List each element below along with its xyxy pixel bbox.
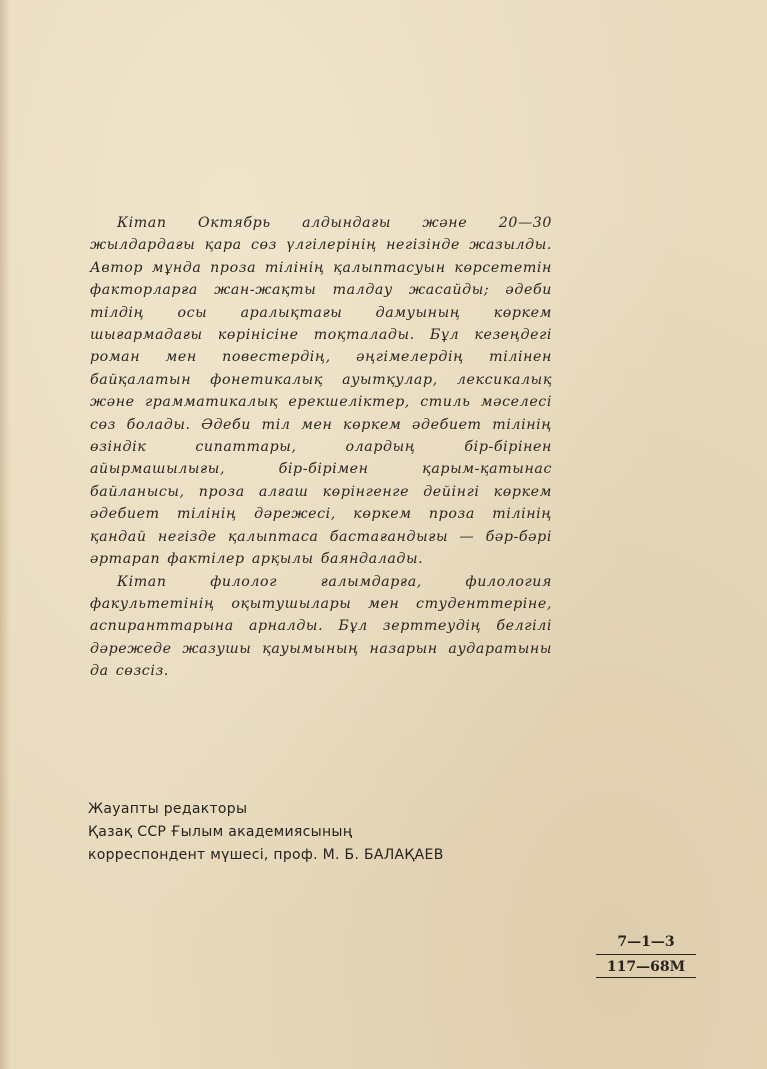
editor-title: Жауапты редакторы xyxy=(88,801,248,817)
paper-edge-shadow xyxy=(0,0,10,1069)
abstract-paragraph-1: Кітап Октябрь алдындағы және 20—30 жылдардағы қара сөз үлгілерінің негізінде жазылды. Автор мұнда проза тілінің қалыптасуын көрсететін факторларға жан-жақты талдау жасайды; әдеби тілдің осы аралықтағы дамуының көркем шығармадағы көрінісіне тоқталады. Бұл кезеңдегі роман мен повестердің, әңгімелердің тілінен байқалатын фонетикалық ауытқулар, лексикалық және грамматикалық ерекшеліктер, стиль мәселесі сөз болады. Әдеби тіл мен көркем әдебиет тілінің өзіндік сипаттары, олардың бір-бірінен айырмашылығы, бір-бірімен қарым-қатынас байланысы, проза алғаш көрінгенге дейінгі көркем әдебиет тілінің дәрежесі, көркем проза тілінің қандай негізде қалыптаса бастағандығы — бәр-бәрі әртарап фактілер арқылы баяндалады. xyxy=(90,215,552,568)
code-numerator: 7—1—3 xyxy=(596,932,696,955)
publication-code xyxy=(596,932,696,978)
code-denominator: 117—68М xyxy=(596,955,696,978)
editor-affiliation: Қазақ ССР Ғылым академиясының xyxy=(88,824,353,840)
abstract-block xyxy=(90,212,552,683)
editor-name: корреспондент мүшесі, проф. М. Б. БАЛАҚАЕВ xyxy=(88,847,444,863)
abstract-paragraph-2: Кітап филолог ғалымдарға, филология факультетінің оқытушылары мен студенттеріне, аспиранттарына арналды. Бұл зерттеудің белгілі дәрежеде жазушы қауымының назарын аударатыны да сөзсіз. xyxy=(90,573,552,680)
responsible-editor-block xyxy=(88,798,568,867)
